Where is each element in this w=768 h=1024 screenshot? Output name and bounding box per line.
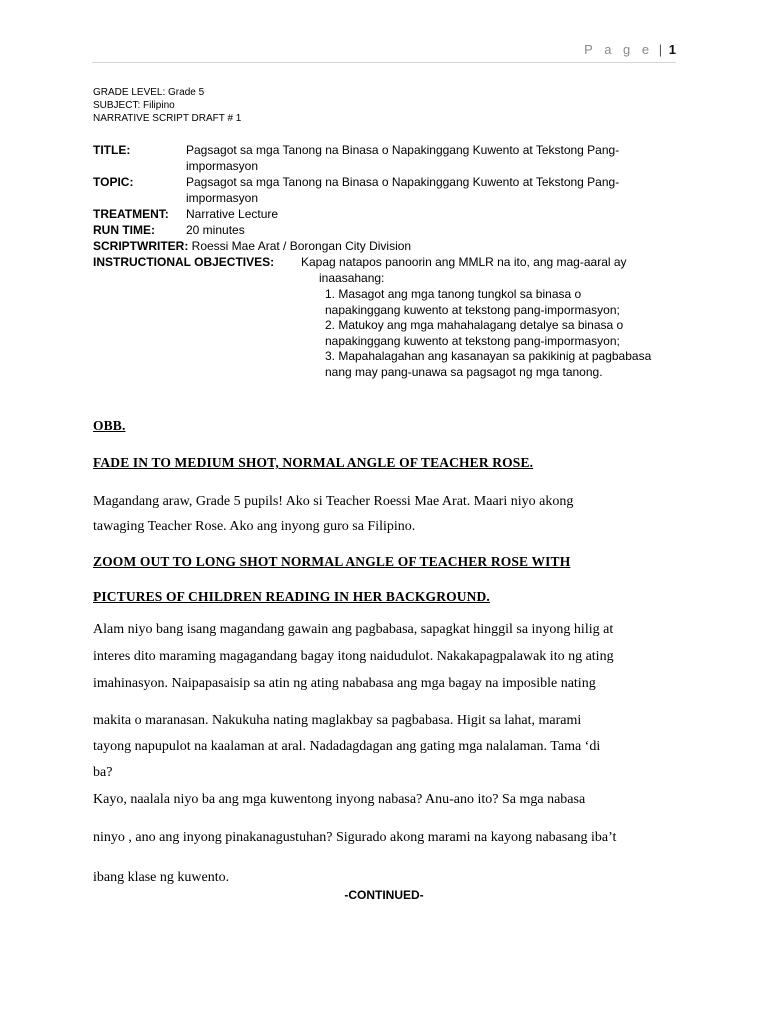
paragraph-line: Alam niyo bang isang magandang gawain ang pagbabasa, sapagkat hinggil sa inyong hilig at xyxy=(93,622,614,637)
continued-marker: -CONTINUED- xyxy=(344,888,424,902)
paragraph-line: ba? xyxy=(93,765,113,780)
page-number: 1 xyxy=(668,42,676,57)
paragraph-line: makita o maranasan. Nakukuha nating maglakbay sa pagbabasa. Higit sa lahat, marami xyxy=(93,713,582,728)
obb-cue: OBB. xyxy=(93,418,126,433)
paragraph-line: interes dito maraming magagandang bagay itong naidudulot. Nakakapagpalawak ito ng ating xyxy=(93,649,614,664)
title-value: Pagsagot sa mga Tanong na Binasa o Napakinggang Kuwento at Tekstong Pang-impormasyon xyxy=(186,143,620,173)
objectives-list xyxy=(325,287,655,380)
scriptwriter-value: Roessi Mae Arat / Borongan City Division xyxy=(188,239,412,253)
script-meta xyxy=(93,86,241,125)
objectives-label: INSTRUCTIONAL OBJECTIVES: xyxy=(93,255,275,269)
page-separator: | xyxy=(658,42,663,57)
objective-item: 3. Mapahalagahan ang kasanayan sa pakikinig at pagbabasa nang may pang-unawa sa pagsagot ng mga tanong. xyxy=(325,349,652,379)
objectives-intro-line-2: inaasahang: xyxy=(319,270,385,285)
page-header xyxy=(92,42,676,63)
objectives-intro xyxy=(301,255,661,286)
runtime-value: 20 minutes xyxy=(186,223,245,237)
title-label: TITLE: xyxy=(93,143,131,157)
scriptwriter-field xyxy=(93,239,411,255)
treatment-label: TREATMENT: xyxy=(93,207,169,221)
paragraph-line: Kayo, naalala niyo ba ang mga kuwentong inyong nabasa? Anu-ano ito? Sa mga nabasa xyxy=(93,792,586,807)
page-word: P a g e xyxy=(584,42,654,57)
runtime-label: RUN TIME: xyxy=(93,223,155,237)
treatment-value: Narrative Lecture xyxy=(186,207,279,221)
draft-label: NARRATIVE SCRIPT DRAFT # 1 xyxy=(93,113,242,124)
objective-item: 1. Masagot ang mga tanong tungkol sa binasa o napakinggang kuwento at tekstong pang-impormasyon; xyxy=(325,287,620,317)
paragraph-line: Magandang araw, Grade 5 pupils! Ako si Teacher Roessi Mae Arat. Maari niyo akong xyxy=(93,494,574,509)
paragraph-line: tawaging Teacher Rose. Ako ang inyong guro sa Filipino. xyxy=(93,519,416,534)
paragraph-line: ibang klase ng kuwento. xyxy=(93,870,230,885)
paragraph-line: tayong napupulot na kaalaman at aral. Nadadagdagan ang gating mga nalalaman. Tama ‘di xyxy=(93,739,601,754)
camera-cue-zoom-out-line-2: PICTURES OF CHILDREN READING IN HER BACKGROUND. xyxy=(93,589,490,604)
camera-cue-zoom-out-line-1: ZOOM OUT TO LONG SHOT NORMAL ANGLE OF TEACHER ROSE WITH xyxy=(93,554,571,569)
topic-label: TOPIC: xyxy=(93,175,134,189)
scriptwriter-label: SCRIPTWRITER: xyxy=(93,239,189,253)
objective-item: 2. Matukoy ang mga mahahalagang detalye sa binasa o napakinggang kuwento at tekstong pang-impormasyon; xyxy=(325,318,624,348)
paragraph-line: ninyo , ano ang inyong pinakanagustuhan? Sigurado akong marami na kayong nabasang iba’t xyxy=(93,830,617,845)
paragraph-line: imahinasyon. Naipapasaisip sa atin ng ating nababasa ang mga bagay na imposible nating xyxy=(93,676,596,691)
topic-value: Pagsagot sa mga Tanong na Binasa o Napakinggang Kuwento at Tekstong Pang-impormasyon xyxy=(186,175,620,205)
subject: SUBJECT: Filipino xyxy=(93,100,175,111)
objectives-intro-line-1: Kapag natapos panoorin ang MMLR na ito, ang mag-aaral ay xyxy=(301,255,627,269)
grade-level: GRADE LEVEL: Grade 5 xyxy=(93,87,205,98)
camera-cue-fade-in: FADE IN TO MEDIUM SHOT, NORMAL ANGLE OF TEACHER ROSE. xyxy=(93,455,534,470)
